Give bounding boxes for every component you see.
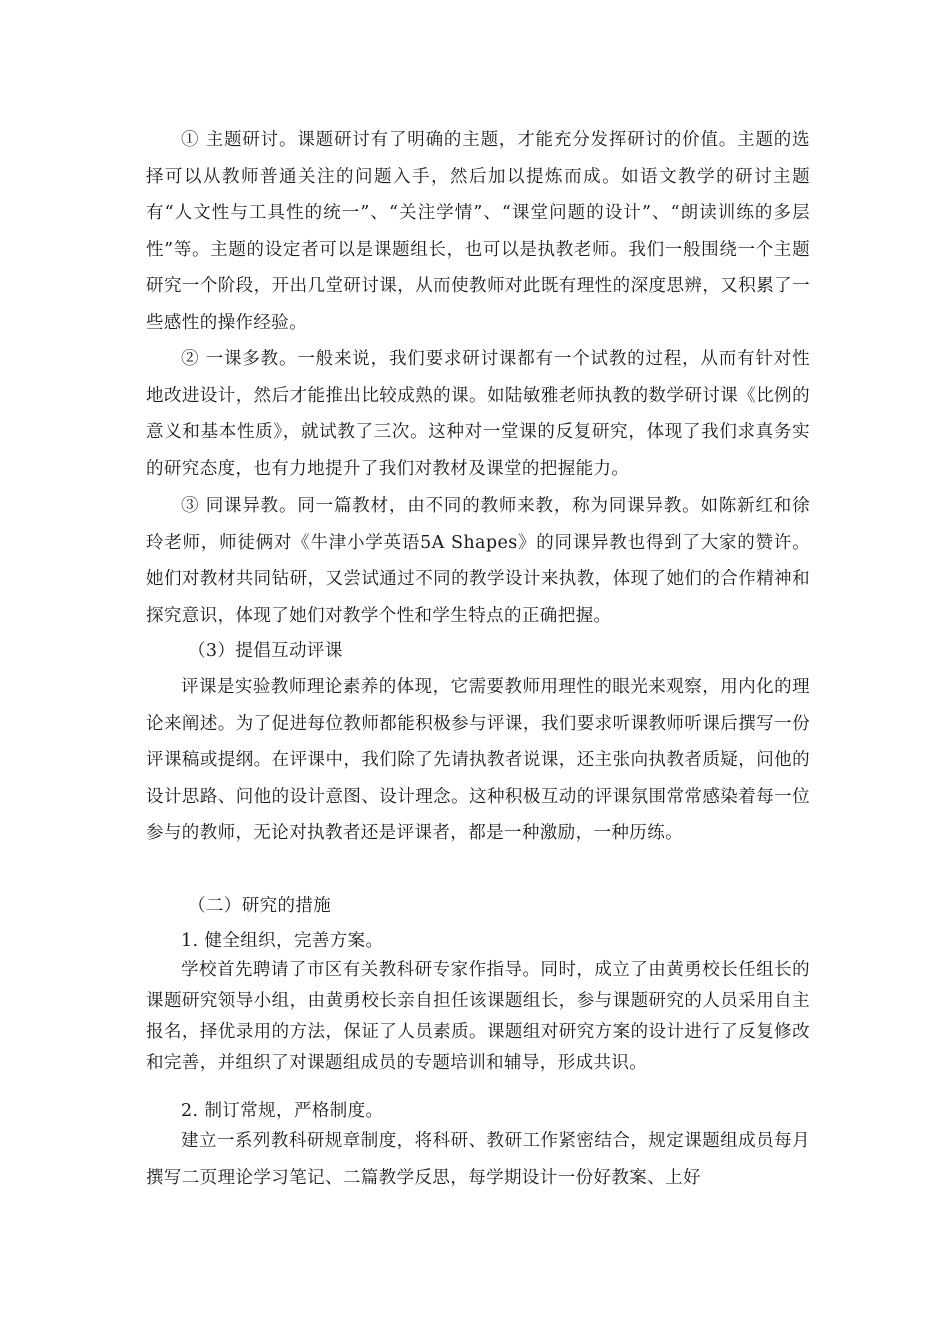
paragraph-regulations: 建立一系列教科研规章制度，将科研、教研工作紧密结合，规定课题组成员每月撰写二页理论学习笔记、二篇教学反思，每学期设计一份好教案、上好 [146, 1131, 810, 1188]
heading-research-measures: （二）研究的措施 [188, 896, 332, 916]
paragraph-one-lesson-multiple-teaching: ② 一课多教。一般来说，我们要求研讨课都有一个试教的过程，从而有针对性地改进设计，然后才能推出比较成熟的课。如陆敏雅老师执教的数学研讨课《比例的意义和基本性质》，就试教了三次。这种对一堂课的反复研究，体现了我们求真务实的研究态度，也有力地提升了我们对教材及课堂的把握能力。 [146, 349, 810, 479]
paragraph-lesson-evaluation: 评课是实验教师理论素养的体现，它需要教师用理性的眼光来观察，用内化的理论来阐述。为了促进每位教师都能积极参与评课，我们要求听课教师听课后撰写一份评课稿或提纲。在评课中，我们除了先请执教者说课，还主张向执教者质疑，问他的设计思路、问他的设计意图、设计理念。这种积极互动的评课氛围常常感染着每一位参与的教师，无论对执教者还是评课者，都是一种激励，一种历练。 [146, 677, 810, 843]
paragraph-organization: 学校首先聘请了市区有关教科研专家作指导。同时，成立了由黄勇校长任组长的课题研究领导小组，由黄勇校长亲自担任该课题组长，参与课题研究的人员采用自主报名，择优录用的方法，保证了人员素质。课题组对研究方案的设计进行了反复修改和完善，并组织了对课题组成员的专题培训和辅导，形成共识。 [146, 960, 810, 1073]
heading-organization: 1. 健全组织，完善方案。 [181, 931, 384, 951]
paragraph-same-lesson-different-teaching: ③ 同课异教。同一篇教材，由不同的教师来教，称为同课异教。如陈新红和徐玲老师，师徒俩对《牛津小学英语5A Shapes》的同课异教也得到了大家的赞许。她们对教材共同钻研，又尝试通过不同的教学设计来执教，体现了她们的合作精神和探究意识，体现了她们对教学个性和学生特点的正确把握。 [146, 496, 810, 626]
heading-regulations: 2. 制订常规，严格制度。 [181, 1101, 384, 1121]
heading-interactive-evaluation: （3）提倡互动评课 [188, 641, 343, 661]
paragraph-topic-discussion: ① 主题研讨。课题研讨有了明确的主题，才能充分发挥研讨的价值。主题的选择可以从教师普通关注的问题入手，然后加以提炼而成。如语文教学的研讨主题有“人文性与工具性的统一”、“关注学情”、“课堂问题的设计”、“朗读训练的多层性”等。主题的设定者可以是课题组长，也可以是执教老师。我们一般围绕一个主题研究一个阶段，开出几堂研讨课，从而使教师对此既有理性的深度思辨，又积累了一些感性的操作经验。 [146, 130, 810, 333]
